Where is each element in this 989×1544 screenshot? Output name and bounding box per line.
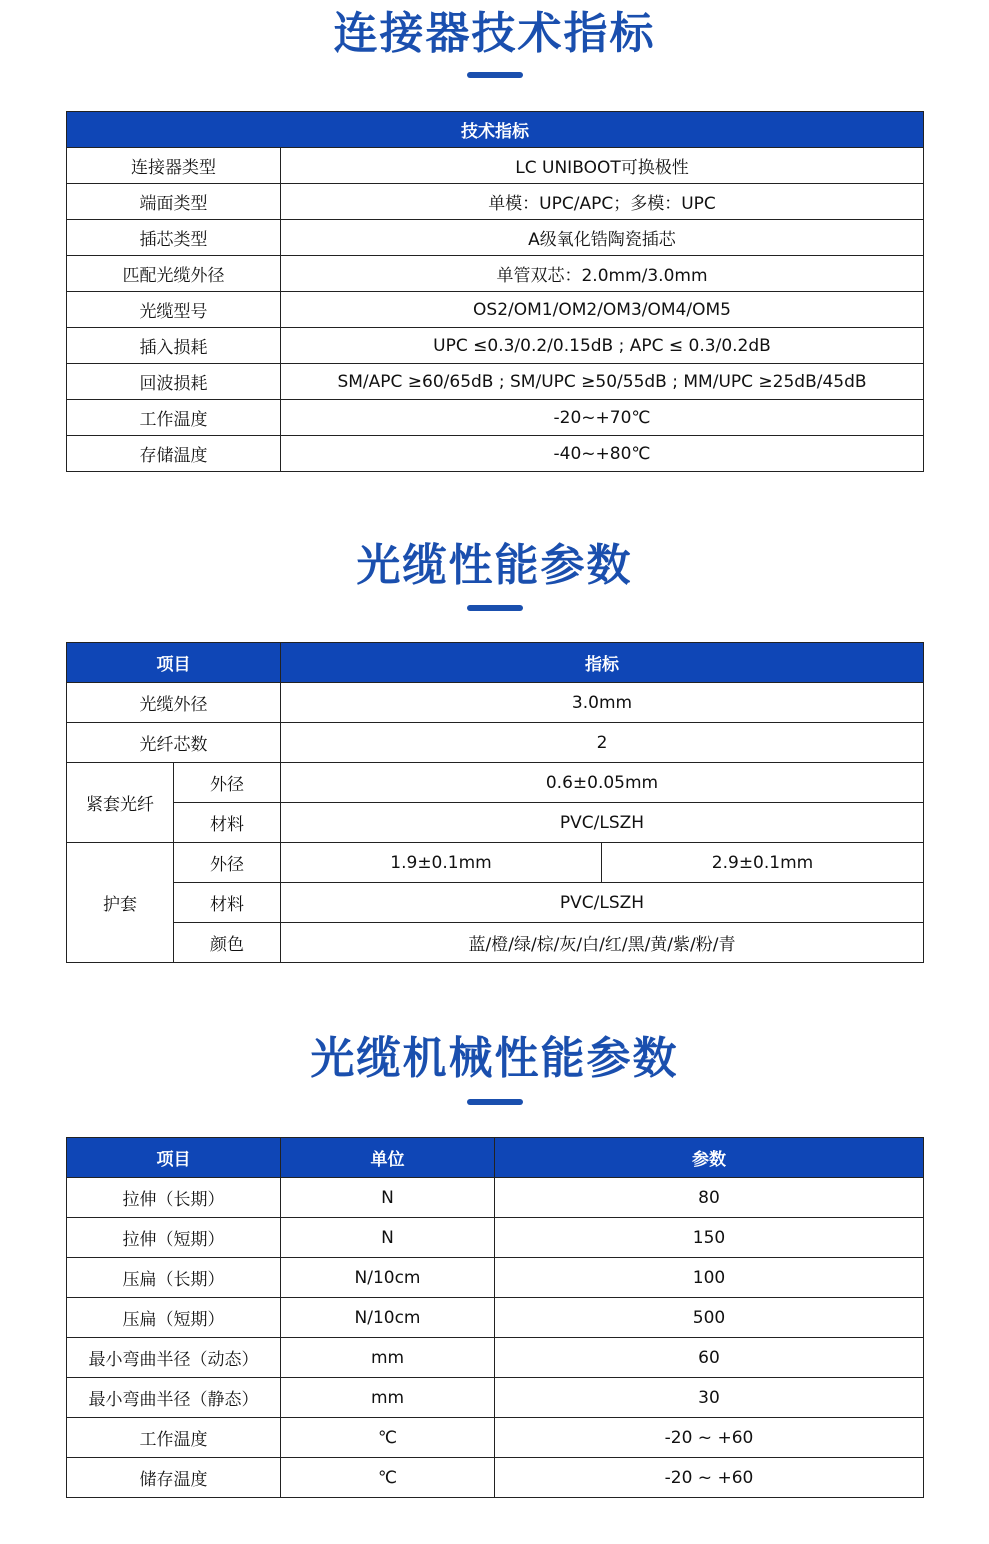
row-label: 外径 (174, 763, 281, 803)
row-item: 最小弯曲半径（动态） (67, 1338, 281, 1378)
table-row (67, 843, 924, 883)
table-row (67, 400, 924, 436)
table-row (67, 883, 924, 923)
table-row (67, 1178, 924, 1218)
row-value: 单模：UPC/APC；多模：UPC (281, 184, 924, 220)
group-label-tight-buffer: 紧套光纤 (67, 763, 174, 843)
table-row (67, 763, 924, 803)
row-unit: N (281, 1218, 495, 1258)
row-value: -20 ~ +60 (495, 1458, 924, 1498)
row-value: 1.9±0.1mm (281, 843, 602, 883)
row-item: 压扁（长期） (67, 1258, 281, 1298)
header-item: 项目 (67, 643, 281, 683)
header-value: 指标 (281, 643, 924, 683)
row-label: 外径 (174, 843, 281, 883)
section-title-underline (467, 1099, 523, 1105)
table-header-row (67, 1138, 924, 1178)
row-item: 储存温度 (67, 1458, 281, 1498)
table-row (67, 1378, 924, 1418)
row-unit: ℃ (281, 1418, 495, 1458)
row-label: 光纤芯数 (67, 723, 281, 763)
row-label: 回波损耗 (67, 364, 281, 400)
group-label-jacket: 护套 (67, 843, 174, 963)
header-unit: 单位 (281, 1138, 495, 1178)
row-value: 30 (495, 1378, 924, 1418)
row-item: 最小弯曲半径（静态） (67, 1378, 281, 1418)
row-value: 2.9±0.1mm (602, 843, 924, 883)
row-label: 端面类型 (67, 184, 281, 220)
row-label: 光缆型号 (67, 292, 281, 328)
table-header-row (67, 112, 924, 148)
row-item: 拉伸（短期） (67, 1218, 281, 1258)
row-unit: mm (281, 1378, 495, 1418)
table-row (67, 1298, 924, 1338)
cable-performance-table (66, 642, 924, 963)
table-row (67, 723, 924, 763)
section-title-connector-specs: 连接器技术指标 (333, 8, 656, 59)
table-row (67, 1458, 924, 1498)
row-label: 工作温度 (67, 400, 281, 436)
row-value: 60 (495, 1338, 924, 1378)
table-row (67, 328, 924, 364)
table-row (67, 256, 924, 292)
table-row (67, 184, 924, 220)
row-unit: N (281, 1178, 495, 1218)
row-label: 匹配光缆外径 (67, 256, 281, 292)
row-value: PVC/LSZH (281, 883, 924, 923)
row-unit: N/10cm (281, 1258, 495, 1298)
row-value: 500 (495, 1298, 924, 1338)
section-title-underline (467, 605, 523, 611)
row-value: SM/APC ≥60/65dB ; SM/UPC ≥50/55dB ; MM/UPC ≥25dB/45dB (281, 364, 924, 400)
row-value: 0.6±0.05mm (281, 763, 924, 803)
table-header-row (67, 643, 924, 683)
row-label: 存储温度 (67, 436, 281, 472)
row-value: UPC ≤0.3/0.2/0.15dB ; APC ≤ 0.3/0.2dB (281, 328, 924, 364)
row-value: 150 (495, 1218, 924, 1258)
table-row (67, 1418, 924, 1458)
header-value: 参数 (495, 1138, 924, 1178)
row-unit: mm (281, 1338, 495, 1378)
header-item: 项目 (67, 1138, 281, 1178)
row-label: 材料 (174, 883, 281, 923)
row-label: 光缆外径 (67, 683, 281, 723)
row-item: 压扁（短期） (67, 1298, 281, 1338)
row-value: 100 (495, 1258, 924, 1298)
row-value: OS2/OM1/OM2/OM3/OM4/OM5 (281, 292, 924, 328)
row-value: 单管双芯：2.0mm/3.0mm (281, 256, 924, 292)
table-row (67, 220, 924, 256)
section-title-cable-mechanical: 光缆机械性能参数 (310, 1033, 679, 1084)
row-value: -20 ~ +60 (495, 1418, 924, 1458)
table-row (67, 1338, 924, 1378)
row-value: -40~+80℃ (281, 436, 924, 472)
row-value: 3.0mm (281, 683, 924, 723)
row-label: 材料 (174, 803, 281, 843)
table-row (67, 1218, 924, 1258)
table-row (67, 364, 924, 400)
connector-specs-table (66, 111, 924, 472)
row-value: 80 (495, 1178, 924, 1218)
row-value: LC UNIBOOT可换极性 (281, 148, 924, 184)
row-label: 插芯类型 (67, 220, 281, 256)
table-row (67, 292, 924, 328)
row-value: 2 (281, 723, 924, 763)
section-title-cable-performance: 光缆性能参数 (356, 540, 633, 591)
row-value: -20~+70℃ (281, 400, 924, 436)
section-title-underline (467, 72, 523, 78)
row-value: 蓝/橙/绿/棕/灰/白/红/黑/黄/紫/粉/青 (281, 923, 924, 963)
cable-mechanical-table (66, 1137, 924, 1498)
row-item: 拉伸（长期） (67, 1178, 281, 1218)
table-row (67, 1258, 924, 1298)
table-row (67, 683, 924, 723)
row-label: 连接器类型 (67, 148, 281, 184)
row-value: A级氧化锆陶瓷插芯 (281, 220, 924, 256)
table-row (67, 923, 924, 963)
row-value: PVC/LSZH (281, 803, 924, 843)
table-row (67, 148, 924, 184)
row-label: 插入损耗 (67, 328, 281, 364)
row-label: 颜色 (174, 923, 281, 963)
row-unit: ℃ (281, 1458, 495, 1498)
table-row (67, 436, 924, 472)
table-header-cell: 技术指标 (67, 112, 924, 148)
row-unit: N/10cm (281, 1298, 495, 1338)
table-row (67, 803, 924, 843)
row-item: 工作温度 (67, 1418, 281, 1458)
